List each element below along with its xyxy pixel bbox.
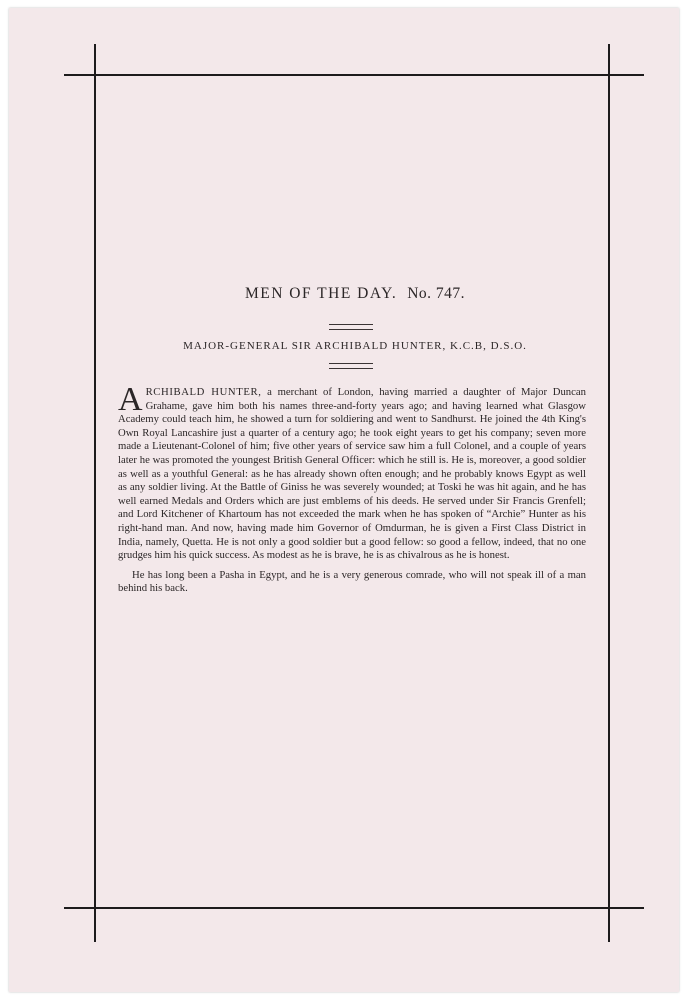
paragraph-1-text: a merchant of London, having married a daughter of Major Duncan Grahame, gave him both his names three-and-forty years ago; and having learned what Glasgow Academy could teach him, he showed a turn for soldiering and went to Sandhurst. He joined the 4th King's Own Royal Lancashire just a quarter of a century ago; he took eight years to get his company; seven more made a Lieutenant-Colonel of him; five other years of service saw him a full Colonel, and a couple of years later he was promoted the youngest British General Officer: which he still is. He is, moreover, a good soldier as well as a youthful General: as he has already shown often enough; and he probably knows Egypt as well as any soldier living. At the Battle of Giniss he was severely wounded; at Toski he was hit again, and he has well earned Medals and Orders which are just emblems of his deeds. He served under Sir Francis Grenfell; and Lord Kitchener of Khartoum has not exceeded the mark when he has spoken of “Archie” Hunter as his right-hand man. And now, having made him Governor of Omdurman, he is given a First Class District in India, namely, Quetta. He is not only a good soldier but a good fellow: so good a fellow, indeed, that no one grudges him his quick success. As modest as he is brave, he is as chivalrous as he is honest.	[118, 386, 586, 562]
lead-name: RCHIBALD HUNTER,	[145, 386, 262, 398]
article-body	[118, 381, 586, 596]
border-rule-right	[608, 44, 610, 942]
subject-heading: MAJOR-GENERAL SIR ARCHIBALD HUNTER, K.C.B, D.S.O.	[183, 340, 527, 352]
series-title: MEN OF THE DAY.	[244, 285, 398, 302]
border-rule-bottom	[64, 907, 644, 909]
border-rule-top	[64, 74, 644, 76]
issue-number: No. 747.	[407, 285, 466, 302]
page-title	[120, 285, 590, 303]
article-paragraph-2: He has long been a Pasha in Egypt, and he is a very generous comrade, who will not speak ill of a man behind his back.	[118, 568, 586, 595]
article-paragraph-1	[118, 381, 586, 563]
divider-lower	[329, 363, 373, 369]
drop-cap: A	[118, 381, 143, 418]
border-rule-left	[94, 44, 96, 942]
divider-upper	[329, 324, 373, 330]
